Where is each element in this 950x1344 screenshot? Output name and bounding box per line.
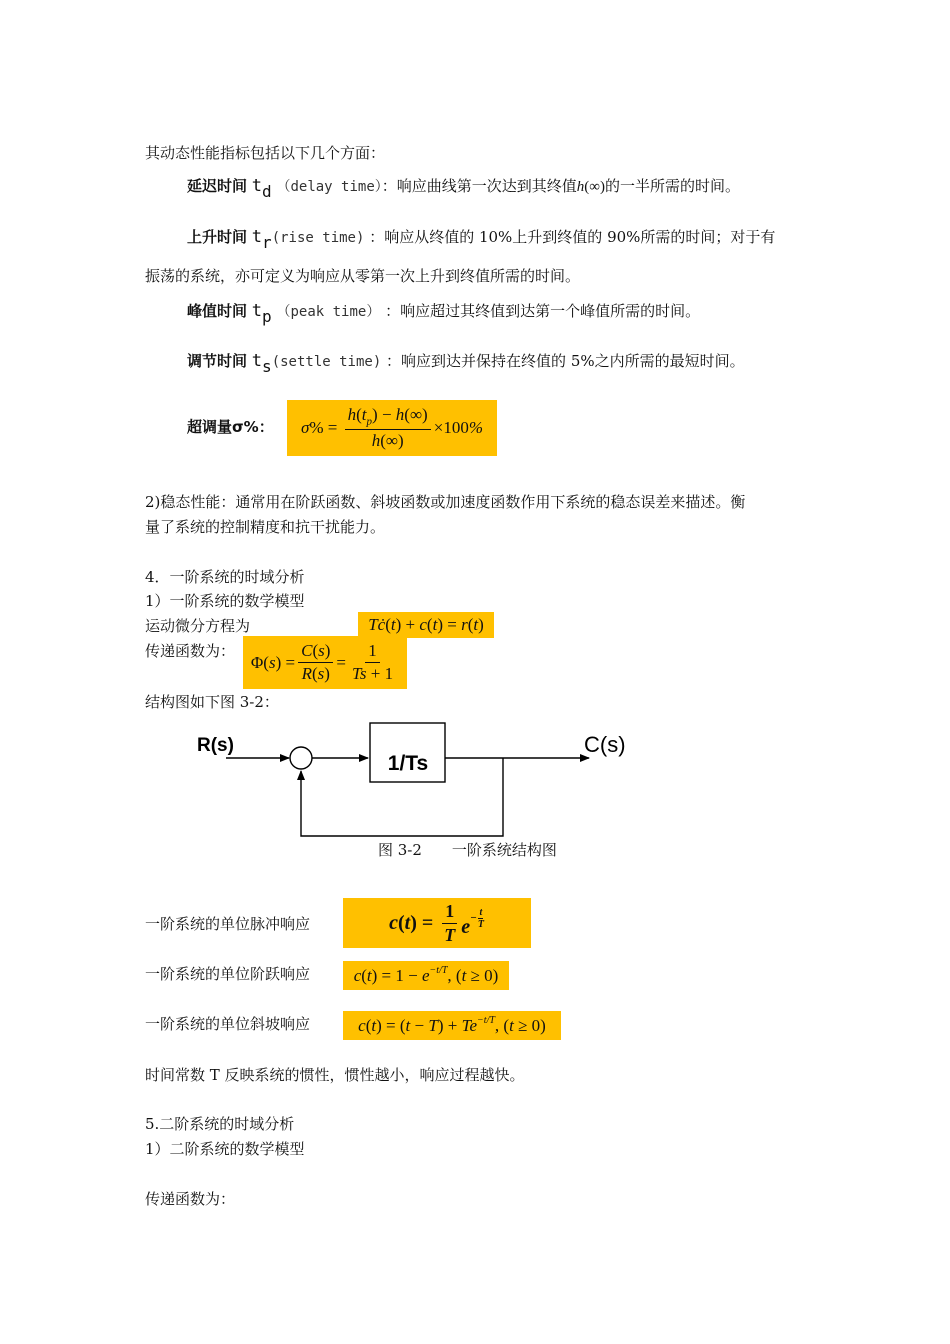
peak-desc: ：响应超过其终值到达第一个峰值所需的时间。 — [385, 302, 701, 320]
delay-en: （delay time） — [276, 179, 382, 195]
settle-symbol: $t_s$ — [251, 351, 272, 376]
step-formula: $c(t) = 1 - e^{-t/T}$, (t ≥ 0) — [343, 961, 509, 990]
diagram-caption: 图 3-2 一阶系统结构图 — [378, 841, 557, 859]
sec4-sub1: 1）一阶系统的数学模型 — [145, 592, 305, 610]
overshoot-term: 超调量σ%： — [187, 418, 274, 436]
delay-desc-tail: 的一半所需的时间。 — [604, 177, 740, 195]
peak-term: 峰值时间 — [187, 302, 248, 320]
rise-symbol: $t_r$ — [251, 227, 272, 252]
settle-term: 调节时间 — [187, 352, 248, 370]
sec5-title: 5.二阶系统的时域分析 — [145, 1115, 295, 1133]
settle-desc: ：响应到达并保持在终值的 5%之内所需的最短时间。 — [386, 352, 745, 370]
peak-en: （peak time） — [276, 304, 381, 320]
delay-term: 延迟时间 — [187, 177, 248, 195]
rise-term: 上升时间 — [187, 228, 248, 246]
sec4-title: 4．一阶系统的时域分析 — [145, 568, 305, 586]
sec5-sub1: 1）二阶系统的数学模型 — [145, 1140, 305, 1158]
sec5-tf-label: 传递函数为： — [145, 1190, 236, 1208]
settle-en: (settle time) — [271, 354, 382, 370]
time-constant-text: 时间常数 T 反映系统的惯性，惯性越小，响应过程越快。 — [145, 1066, 525, 1084]
intro-text: 其动态性能指标包括以下几个方面： — [145, 144, 386, 162]
block-diagram — [0, 720, 950, 860]
h-infinity-symbol: h(∞) — [576, 179, 605, 195]
struct-label: 结构图如下图 3-2： — [145, 693, 279, 711]
summing-junction — [290, 747, 312, 769]
rise-time-line-2: 振荡的系统，亦可定义为响应从零第一次上升到终值所需的时间。 — [145, 267, 581, 285]
delay-desc: ：响应曲线第一次达到其终值 — [381, 177, 577, 195]
delay-time-line — [187, 176, 740, 202]
impulse-label: 一阶系统的单位脉冲响应 — [145, 915, 311, 933]
rise-en: (rise time) — [271, 230, 365, 246]
tf-label: 传递函数为： — [145, 642, 236, 660]
peak-time-line — [187, 301, 700, 327]
settle-time-line — [187, 351, 745, 377]
peak-symbol: $t_p$ — [251, 301, 272, 326]
ramp-formula: $c(t) = (t - T) + Te^{-t/T}$, (t ≥ 0) — [343, 1011, 561, 1040]
ramp-label: 一阶系统的单位斜坡响应 — [145, 1015, 311, 1033]
delay-symbol: $t_d$ — [251, 176, 272, 201]
transfer-function-formula: Φ( s ) = $\frac{C(s)}{R(s)}$ = $\frac{1}{Ts + 1}$ — [243, 636, 407, 689]
steady-line-2: 量了系统的控制精度和抗干扰能力。 — [145, 518, 386, 536]
steady-line-1: 2)稳态性能：通常用在阶跃函数、斜坡函数或加速度函数作用下系统的稳态误差来描述。衡 — [145, 493, 746, 511]
ode-formula: Tċ(t) + c(t) = r(t) — [358, 612, 494, 638]
rise-desc: ：响应从终值的 10%上升到终值的 90%所需的时间；对于有 — [369, 228, 776, 246]
rise-time-line — [187, 227, 775, 253]
impulse-formula: c(t) = $\frac{1}{T}$ $e^{- \frac{t}{T}}$ — [343, 898, 531, 948]
ode-label: 运动微分方程为 — [145, 617, 251, 635]
block-label: 1/Ts — [387, 752, 429, 775]
input-label: R(s) — [197, 735, 234, 756]
overshoot-formula: σ % = $\frac{h(t_p) - h(\infty)}{h(\infty)}$ ×100 % — [287, 400, 497, 456]
step-label: 一阶系统的单位阶跃响应 — [145, 965, 311, 983]
output-label: C(s) — [584, 732, 626, 757]
